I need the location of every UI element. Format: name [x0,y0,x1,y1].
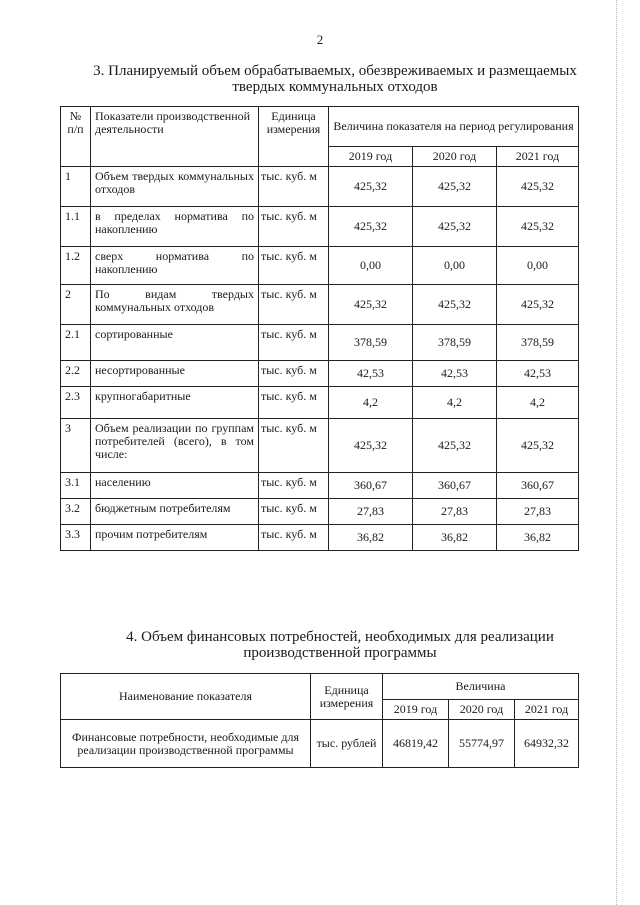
table-row [61,285,579,325]
row-value-2019: 425,32 [329,285,413,325]
table-row [61,207,579,247]
row-value-2019: 0,00 [329,247,413,285]
row-value-2020: 425,32 [413,207,497,247]
row-value-2021: 360,67 [497,473,579,499]
row-num: 3.1 [61,473,91,499]
row-value-2020: 36,82 [413,525,497,551]
row-unit: тыс. куб. м [259,207,329,247]
section-4-title-line-2: производственной программы [243,645,437,661]
table-row [61,419,579,473]
section-4-title-line-1: 4. Объем финансовых потребностей, необходимых для реализации [126,629,554,645]
header-indicator-name: Наименование показателя [61,674,311,720]
header-unit: Единица измерения [259,107,329,167]
header-period: Величина показателя на период регулирования [329,107,579,147]
row-value-2019: 425,32 [329,419,413,473]
row-value-2021: 425,32 [497,419,579,473]
header-year-2020: 2020 год [413,147,497,167]
scan-margin-line [616,0,617,905]
row-value-2019: 42,53 [329,361,413,387]
row-num: 1 [61,167,91,207]
table-row [61,387,579,419]
row-num: 2.2 [61,361,91,387]
section-3-title-line-1: 3. Планируемый объем обрабатываемых, обезвреживаемых и размещаемых [93,63,577,79]
row-value-2021: 42,53 [497,361,579,387]
page-number: 2 [316,32,324,47]
row-indicator: сортированные [91,325,259,361]
row-value-2019: 425,32 [329,167,413,207]
header-year-2019: 2019 год [329,147,413,167]
row-unit: тыс. куб. м [259,361,329,387]
row-num: 3 [61,419,91,473]
row-unit: тыс. куб. м [259,167,329,207]
section-3-title [90,63,580,95]
row-num: 2.3 [61,387,91,419]
row-value-2019: 27,83 [329,499,413,525]
row-value-2019: 378,59 [329,325,413,361]
table-row [61,499,579,525]
header-value: Величина [383,674,579,700]
header-num: № п/п [61,107,91,167]
row-value-2020: 55774,97 [449,720,515,768]
row-indicator: Объем твердых коммунальных отходов [91,167,259,207]
header-year-2020: 2020 год [449,700,515,720]
row-unit: тыс. куб. м [259,325,329,361]
row-value-2020: 425,32 [413,285,497,325]
row-value-2019: 360,67 [329,473,413,499]
row-indicator: бюджетным потребителям [91,499,259,525]
row-value-2020: 0,00 [413,247,497,285]
row-indicator: населению [91,473,259,499]
table-row [61,247,579,285]
table-row [61,525,579,551]
row-num: 1.2 [61,247,91,285]
section-3-title-line-2: твердых коммунальных отходов [232,79,438,95]
row-value-2021: 64932,32 [515,720,579,768]
row-value-2019: 4,2 [329,387,413,419]
row-value-2020: 425,32 [413,419,497,473]
header-indicator: Показатели производственной деятельности [91,107,259,167]
row-indicator: в пределах норматива по накоплению [91,207,259,247]
row-value-2021: 378,59 [497,325,579,361]
row-unit: тыс. куб. м [259,499,329,525]
row-unit: тыс. куб. м [259,525,329,551]
row-value-2021: 27,83 [497,499,579,525]
row-value-2021: 425,32 [497,167,579,207]
row-indicator-name: Финансовые потребности, необходимые для реализации производственной программы [61,720,311,768]
table-row [61,167,579,207]
table-row [61,473,579,499]
row-unit: тыс. куб. м [259,387,329,419]
row-value-2021: 425,32 [497,207,579,247]
table-row [61,361,579,387]
header-year-2021: 2021 год [515,700,579,720]
row-num: 2.1 [61,325,91,361]
financial-needs-table [60,673,579,768]
row-value-2020: 425,32 [413,167,497,207]
row-value-2021: 4,2 [497,387,579,419]
row-value-2021: 425,32 [497,285,579,325]
row-value-2020: 4,2 [413,387,497,419]
waste-volume-table [60,106,579,551]
row-num: 2 [61,285,91,325]
row-indicator: крупногабаритные [91,387,259,419]
row-indicator: сверх норматива по накоплению [91,247,259,285]
row-value-2020: 42,53 [413,361,497,387]
header-year-2019: 2019 год [383,700,449,720]
row-value-2021: 0,00 [497,247,579,285]
row-indicator: Объем реализации по группам потребителей (всего), в том числе: [91,419,259,473]
row-unit: тыс. рублей [311,720,383,768]
row-indicator: прочим потребителям [91,525,259,551]
row-indicator: По видам твердых коммунальных отходов [91,285,259,325]
header-unit: Единица измерения [311,674,383,720]
row-unit: тыс. куб. м [259,473,329,499]
row-num: 3.2 [61,499,91,525]
row-unit: тыс. куб. м [259,419,329,473]
row-value-2019: 36,82 [329,525,413,551]
row-value-2019: 425,32 [329,207,413,247]
table-row [61,720,579,768]
row-value-2020: 378,59 [413,325,497,361]
section-4-title [100,629,580,661]
row-unit: тыс. куб. м [259,247,329,285]
row-num: 1.1 [61,207,91,247]
row-indicator: несортированные [91,361,259,387]
row-value-2020: 27,83 [413,499,497,525]
row-value-2020: 360,67 [413,473,497,499]
row-value-2019: 46819,42 [383,720,449,768]
table-row [61,325,579,361]
header-year-2021: 2021 год [497,147,579,167]
row-unit: тыс. куб. м [259,285,329,325]
row-value-2021: 36,82 [497,525,579,551]
row-num: 3.3 [61,525,91,551]
